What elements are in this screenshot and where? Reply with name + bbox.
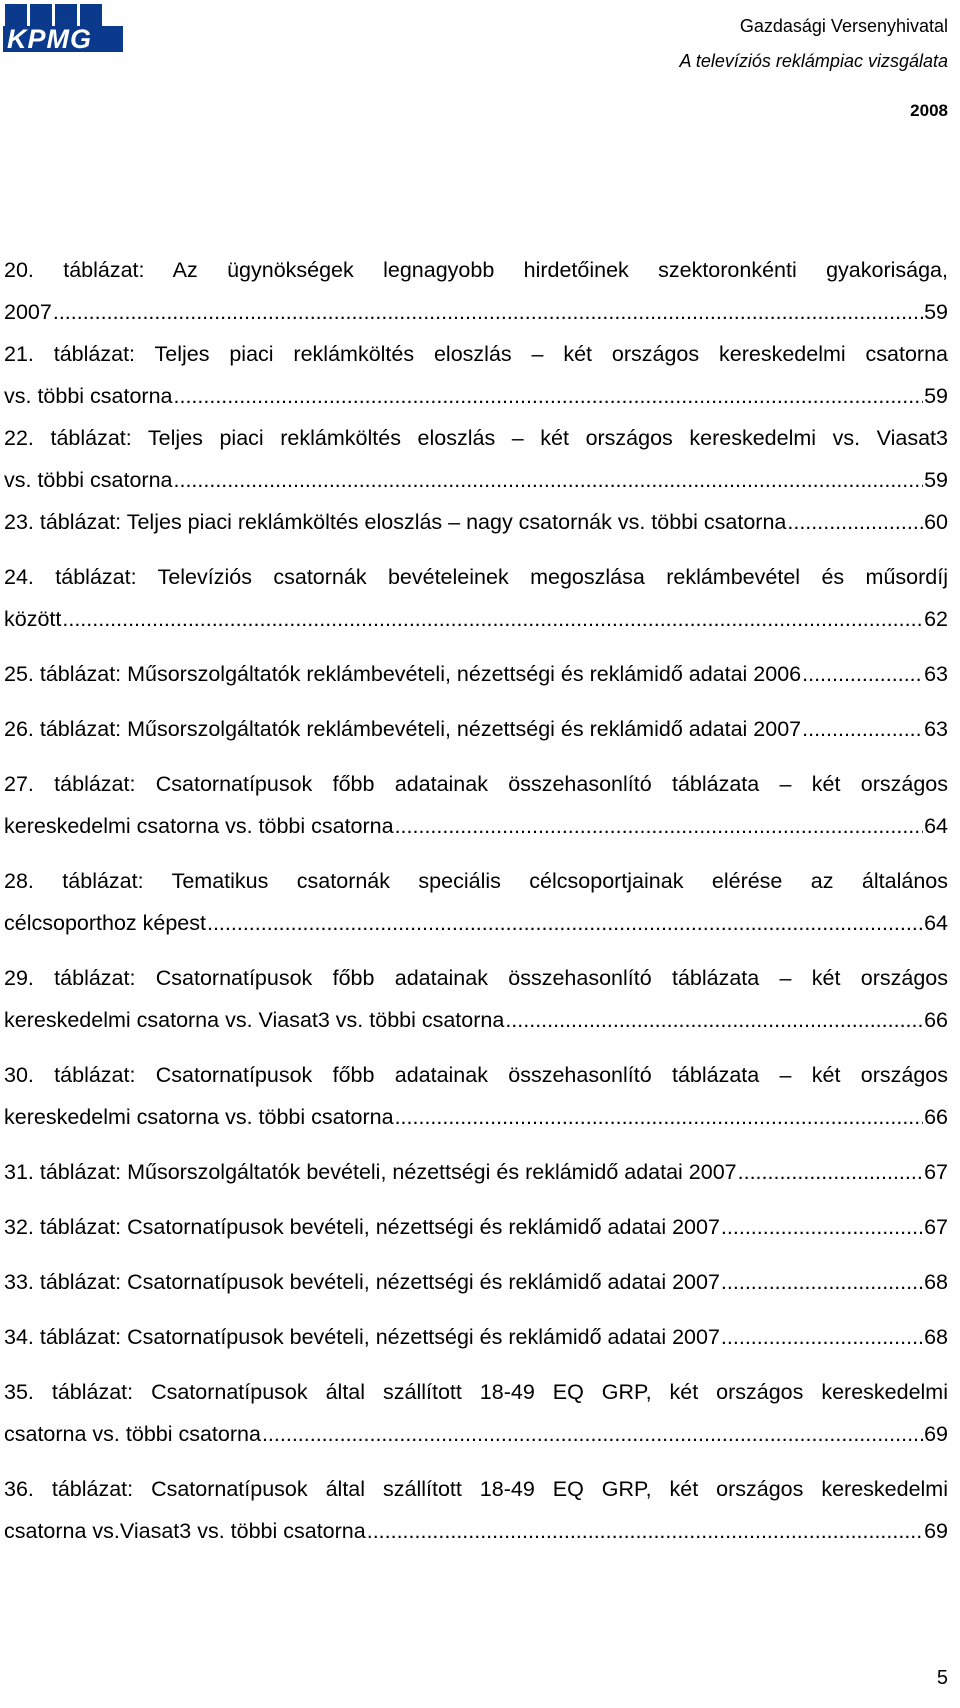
toc-entry[interactable] bbox=[4, 1054, 948, 1138]
toc-page-number: 66 bbox=[924, 1008, 948, 1032]
kpmg-logo bbox=[3, 2, 123, 54]
toc-entry-title: 29. táblázat: Csatornatípusok főbb adatainak összehasonlító táblázata – két országos bbox=[4, 966, 948, 990]
toc-entry[interactable] bbox=[4, 957, 948, 1041]
toc-page-number: 64 bbox=[924, 814, 948, 838]
toc-page-number: 63 bbox=[924, 717, 948, 741]
toc-entry-title: 21. táblázat: Teljes piaci reklámköltés eloszlás – két országos kereskedelmi csatorna bbox=[4, 342, 948, 366]
toc-entry-title: 28. táblázat: Tematikus csatornák speciális célcsoportjainak elérése az általános bbox=[4, 869, 948, 893]
organization-name: Gazdasági Versenyhivatal bbox=[739, 16, 948, 36]
dot-leader bbox=[262, 1413, 923, 1455]
toc-entry-title-end: vs. többi csatorna bbox=[4, 384, 173, 408]
toc-page-number: 63 bbox=[924, 662, 948, 686]
table-of-contents bbox=[4, 249, 948, 1552]
toc-entry-title: 31. táblázat: Műsorszolgáltatók bevételi, nézettségi és reklámidő adatai 2007 bbox=[4, 1160, 737, 1184]
toc-entry-title-end: csatorna vs.Viasat3 vs. többi csatorna bbox=[4, 1519, 366, 1543]
toc-entry[interactable] bbox=[4, 501, 948, 543]
toc-entry-title: 36. táblázat: Csatornatípusok által szállított 18-49 EQ GRP, két országos kereskedelmi bbox=[4, 1477, 948, 1501]
toc-entry-title: 30. táblázat: Csatornatípusok főbb adatainak összehasonlító táblázata – két országos bbox=[4, 1063, 948, 1087]
dot-leader bbox=[802, 708, 923, 750]
toc-entry[interactable] bbox=[4, 1371, 948, 1455]
toc-entry-title: 22. táblázat: Teljes piaci reklámköltés eloszlás – két országos kereskedelmi vs. Viasat3 bbox=[4, 426, 948, 450]
dot-leader bbox=[367, 1510, 923, 1552]
toc-entry-title: 32. táblázat: Csatornatípusok bevételi, nézettségi és reklámidő adatai 2007 bbox=[4, 1215, 720, 1239]
toc-page-number: 68 bbox=[924, 1325, 948, 1349]
dot-leader bbox=[721, 1316, 923, 1358]
toc-entry-title: 23. táblázat: Teljes piaci reklámköltés eloszlás – nagy csatornák vs. többi csatorna bbox=[4, 510, 787, 534]
dot-leader bbox=[174, 375, 924, 417]
toc-entry[interactable] bbox=[4, 860, 948, 944]
toc-page-number: 66 bbox=[924, 1105, 948, 1129]
toc-entry[interactable] bbox=[4, 1316, 948, 1358]
dot-leader bbox=[395, 1096, 924, 1138]
toc-entry[interactable] bbox=[4, 653, 948, 695]
toc-page-number: 69 bbox=[924, 1422, 948, 1446]
toc-page-number: 67 bbox=[924, 1160, 948, 1184]
toc-entry-title: 26. táblázat: Műsorszolgáltatók reklámbevételi, nézettségi és reklámidő adatai 2007 bbox=[4, 717, 802, 741]
toc-entry-title: 34. táblázat: Csatornatípusok bevételi, nézettségi és reklámidő adatai 2007 bbox=[4, 1325, 720, 1349]
dot-leader bbox=[207, 902, 923, 944]
toc-page-number: 59 bbox=[924, 300, 948, 324]
toc-entry-title: 35. táblázat: Csatornatípusok által szállított 18-49 EQ GRP, két országos kereskedelmi bbox=[4, 1380, 948, 1404]
toc-entry[interactable] bbox=[4, 1151, 948, 1193]
dot-leader bbox=[62, 598, 923, 640]
toc-page-number: 69 bbox=[924, 1519, 948, 1543]
toc-entry-title: 27. táblázat: Csatornatípusok főbb adatainak összehasonlító táblázata – két országos bbox=[4, 772, 948, 796]
toc-entry[interactable] bbox=[4, 708, 948, 750]
toc-entry[interactable] bbox=[4, 556, 948, 640]
toc-entry-title-end: vs. többi csatorna bbox=[4, 468, 173, 492]
report-year: 2008 bbox=[910, 101, 948, 120]
toc-entry[interactable] bbox=[4, 763, 948, 847]
toc-entry[interactable] bbox=[4, 417, 948, 501]
toc-entry-title-end: 2007 bbox=[4, 300, 52, 324]
report-title: A televíziós reklámpiac vizsgálata bbox=[679, 51, 948, 71]
svg-text:KPMG: KPMG bbox=[7, 24, 92, 54]
toc-entry-title-end: kereskedelmi csatorna vs. többi csatorna bbox=[4, 1105, 394, 1129]
toc-page-number: 64 bbox=[924, 911, 948, 935]
dot-leader bbox=[787, 501, 923, 543]
dot-leader bbox=[802, 653, 923, 695]
toc-entry-title: 24. táblázat: Televíziós csatornák bevételeinek megoszlása reklámbevétel és műsordíj bbox=[4, 565, 948, 589]
toc-entry[interactable] bbox=[4, 333, 948, 417]
toc-entry-title: 20. táblázat: Az ügynökségek legnagyobb hirdetőinek szektoronkénti gyakorisága, bbox=[4, 258, 948, 282]
dot-leader bbox=[721, 1206, 923, 1248]
toc-entry-title: 33. táblázat: Csatornatípusok bevételi, nézettségi és reklámidő adatai 2007 bbox=[4, 1270, 720, 1294]
toc-entry-title: 25. táblázat: Műsorszolgáltatók reklámbevételi, nézettségi és reklámidő adatai 2006 bbox=[4, 662, 802, 686]
dot-leader bbox=[738, 1151, 923, 1193]
toc-entry-title-end: kereskedelmi csatorna vs. Viasat3 vs. többi csatorna bbox=[4, 1008, 505, 1032]
dot-leader bbox=[174, 459, 924, 501]
page-number: 5 bbox=[936, 1667, 948, 1689]
toc-entry[interactable] bbox=[4, 1468, 948, 1552]
toc-entry[interactable] bbox=[4, 1261, 948, 1303]
dot-leader bbox=[505, 999, 923, 1041]
dot-leader bbox=[395, 805, 924, 847]
toc-entry-title-end: célcsoporthoz képest bbox=[4, 911, 206, 935]
toc-page-number: 68 bbox=[924, 1270, 948, 1294]
dot-leader bbox=[53, 291, 923, 333]
toc-page-number: 62 bbox=[924, 607, 948, 631]
toc-entry[interactable] bbox=[4, 1206, 948, 1248]
toc-page-number: 59 bbox=[924, 384, 948, 408]
toc-page-number: 60 bbox=[924, 510, 948, 534]
toc-page-number: 67 bbox=[924, 1215, 948, 1239]
dot-leader bbox=[721, 1261, 923, 1303]
toc-entry-title-end: csatorna vs. többi csatorna bbox=[4, 1422, 261, 1446]
toc-entry[interactable] bbox=[4, 249, 948, 333]
toc-entry-title-end: között bbox=[4, 607, 62, 631]
toc-entry-title-end: kereskedelmi csatorna vs. többi csatorna bbox=[4, 814, 394, 838]
toc-page-number: 59 bbox=[924, 468, 948, 492]
